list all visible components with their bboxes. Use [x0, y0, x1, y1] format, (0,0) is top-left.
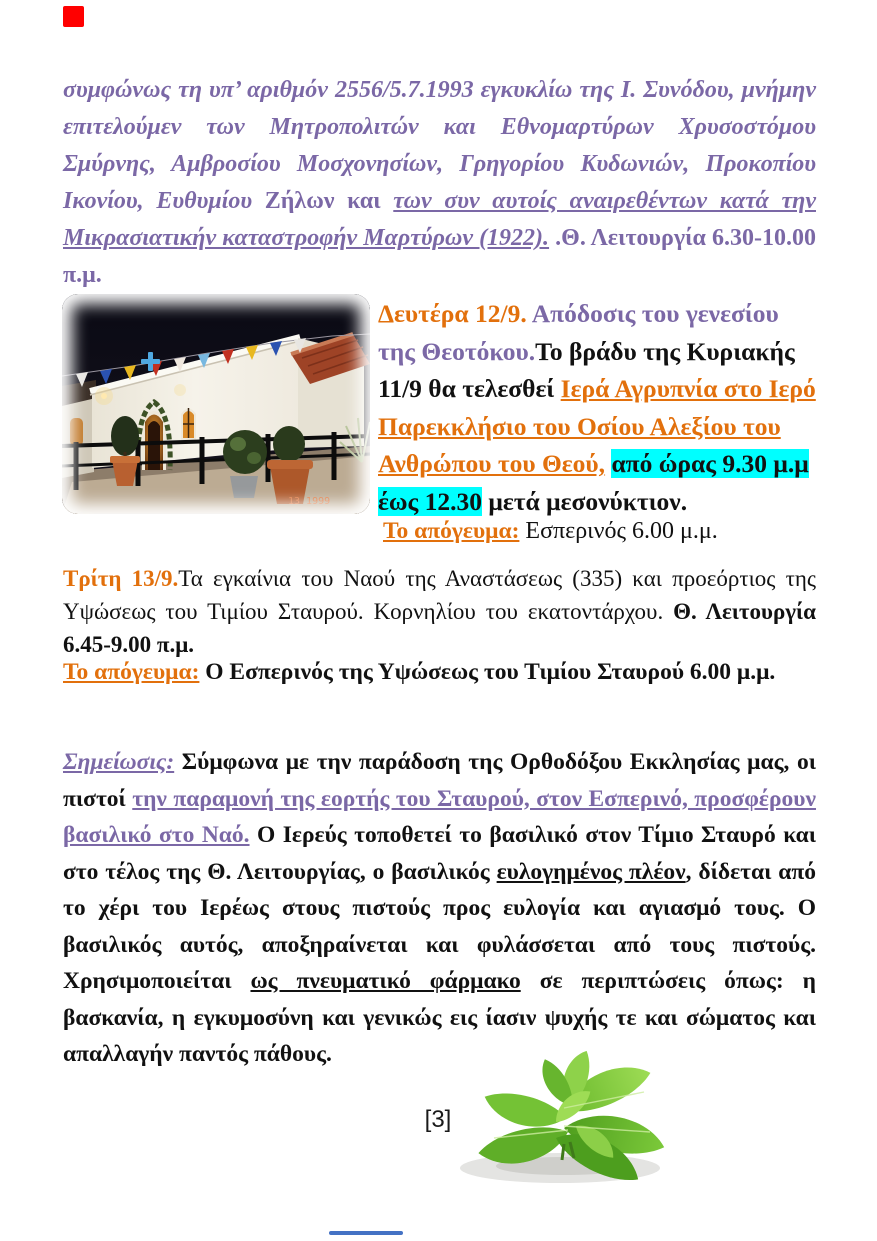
tuesday-paragraph — [63, 562, 816, 661]
note-purple-underlined: την παραμονή της εορτής του Σταυρού, στον Εσπερινό, προσφέρουν βασιλικό στο Ναό. — [63, 785, 817, 848]
church-photo — [62, 294, 370, 514]
note-text-3: , δίδεται από το χέρι του Ιερέως στους πιστούς προς ευλογία και αγιασμό τους. Ο βασιλικός αυτός, αποξηραίνεται και φυλάσσεται από τους πιστούς. Χρησιμοποιείται — [63, 858, 816, 994]
intro-liturgy-time: .Θ. Λειτουργία 6.30-10.00 π.μ. — [63, 225, 816, 288]
afternoon-label: Το απόγευμα: — [383, 518, 520, 544]
note-paragraph — [63, 744, 816, 1073]
monday-highlighted-hours: από ώρας 9.30 μ.μ έως 12.30 — [378, 449, 809, 516]
note-text-1: Σύμφωνα με την παράδοση της Ορθοδόξου Εκκλησίας μας, οι πιστοί — [63, 749, 816, 812]
monday-feast-text: Απόδοσις του γενεσίου της Θεοτόκου. — [378, 299, 779, 366]
photo-timestamp: 13 1999 — [288, 496, 331, 507]
monday-afternoon-line — [383, 514, 823, 548]
page-number: [3] — [424, 1106, 452, 1133]
intro-text-italic: συμφώνως τη υπ’ αριθμόν 2556/5.7.1993 εγκυκλίω της Ι. Συνόδου, μνήμην επιτελούμεν των Μητροπολιτών και Εθνομαρτύρων Χρυσοστόμου Σμύρνης, Αμβροσίου Μοσχονησίων, Γρηγορίου Κυδωνιών, Προκοπίου Ικονίου, Ευθυμίου — [63, 77, 816, 214]
intro-text-upright: Ζήλων και — [264, 188, 394, 214]
afternoon-vespers-text: Εσπερινός 6.00 μ.μ. — [519, 518, 718, 544]
tuesday-vespers-text: Ο Εσπερινός της Υψώσεως του Τιμίου Σταυρού 6.00 μ.μ. — [199, 659, 776, 685]
church-photo-graphic — [62, 294, 370, 514]
monday-vigil-link: Ιερά Αγρυπνία στο Ιερό Παρεκκλήσιο του Οσίου Αλεξίου του Ανθρώπου του Θεού, — [378, 374, 816, 478]
note-text-2: Ο Ιερεύς τοποθετεί το βασιλικό στον Τίμιο Σταυρό και στο τέλος της Θ. Λειτουργίας, ο βασιλικός — [63, 822, 817, 885]
red-square-marker — [63, 6, 84, 27]
bottom-blue-line — [329, 1231, 403, 1235]
monday-after-midnight-text: μετά μεσονύκτιον. — [482, 486, 688, 516]
monday-date-label: Δευτέρα 12/9. — [378, 299, 527, 328]
tuesday-body-text: Τα εγκαίνια του Ναού της Αναστάσεως (335) και προεόρτιος της Υψώσεως του Τιμίου Σταυρού. Κορνηλίου του εκατοντάρχου. — [63, 566, 816, 624]
tuesday-afternoon-line — [63, 655, 816, 689]
intro-text-underlined: των συν αυτοίς αναιρεθέντων κατά την Μικρασιατικήν καταστροφήν Μαρτύρων (1922). — [63, 188, 816, 251]
note-label: Σημείωσις: — [63, 749, 175, 775]
note-text-4: σε περιπτώσεις όπως: η βασκανία, η εγκυμοσύνη και γενικώς εις ίασιν ψυχής τε και σώματος και απαλλαγήν παντός πάθους. — [63, 968, 816, 1067]
basil-graphic — [452, 1048, 688, 1194]
note-underlined-remedy: ως πνευματικό φάρμακο — [250, 968, 521, 994]
tuesday-liturgy-time: Θ. Λειτουργία 6.45-9.00 π.μ. — [63, 599, 816, 657]
intro-paragraph — [63, 72, 816, 294]
monday-body-text: Το βράδυ της Κυριακής 11/9 θα τελεσθεί — [378, 336, 795, 403]
note-underlined-blessed: ευλογημένος πλέον — [496, 858, 686, 885]
afternoon-label-2: Το απόγευμα: — [63, 659, 200, 685]
basil-plant-image — [452, 1048, 688, 1194]
monday-block — [378, 295, 820, 520]
tuesday-date-label: Τρίτη 13/9. — [63, 566, 179, 591]
